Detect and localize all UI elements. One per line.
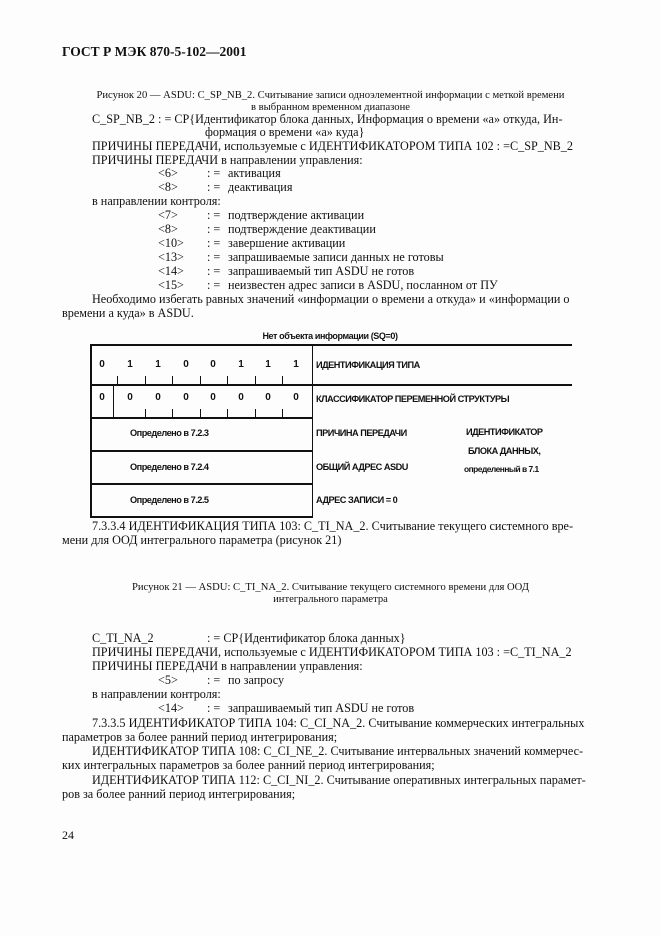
figure-20-caption bbox=[62, 90, 599, 114]
page-header: ГОСТ Р МЭК 870-5-102—2001 bbox=[62, 44, 247, 59]
figure-21-caption-line2: интегрального параметра bbox=[273, 594, 388, 605]
vsq-label: КЛАССИФИКАТОР ПЕРЕМЕННОЙ СТРУКТУРЫ bbox=[316, 394, 510, 404]
table-row-line bbox=[90, 417, 313, 419]
ti-na-control-code: <5> bbox=[158, 673, 178, 687]
section-7335-p1-line1: 7.3.3.5 ИДЕНТИФИКАТОР ТИПА 104: C_CI_NA_2. Считывание коммерческих интегральных bbox=[92, 716, 585, 730]
section-7334-line1: 7.3.3.4 ИДЕНТИФИКАЦИЯ ТИПА 103: C_TI_NA_2. Считывание текущего системного вре- bbox=[92, 519, 574, 533]
cot-label: ПРИЧИНА ПЕРЕДАЧИ bbox=[316, 428, 407, 438]
sp-nb-control-code: <8> bbox=[158, 180, 178, 194]
bit-tick bbox=[282, 376, 283, 384]
sp-nb-monitor-text: запрашиваемый тип ASDU не готов bbox=[228, 264, 415, 278]
data-block-id-line3: определенный в 7.1 bbox=[464, 464, 539, 474]
type-id-bit: 1 bbox=[155, 359, 161, 370]
sp-nb-monitor-sep: : = bbox=[207, 264, 221, 278]
record-address-definition: Определено в 7.2.5 bbox=[130, 495, 209, 505]
sp-nb-definition-line2: формация о времени «а» куда} bbox=[205, 125, 365, 139]
table-border-top bbox=[90, 344, 572, 346]
sp-nb-monitor-sep: : = bbox=[207, 236, 221, 250]
figure-21-caption-line1: Рисунок 21 — ASDU: C_TI_NA_2. Считывание текущего системного времени для ООД bbox=[131, 582, 530, 593]
table-title: Нет объекта информации (SQ=0) bbox=[262, 331, 398, 341]
table-border-mid bbox=[312, 344, 313, 518]
asdu-table bbox=[90, 344, 572, 518]
table-row-line bbox=[90, 450, 313, 452]
type-id-bit: 0 bbox=[210, 359, 216, 370]
data-block-id-line2: БЛОКА ДАННЫХ, bbox=[468, 446, 541, 456]
bit-tick bbox=[117, 376, 118, 384]
sp-nb-monitor-text: подтверждение активации bbox=[228, 208, 365, 222]
sp-nb-control-label: ПРИЧИНЫ ПЕРЕДАЧИ в направлении управления: bbox=[92, 153, 363, 167]
section-7335-p2-line1: ИДЕНТИФИКАТОР ТИПА 108: C_CI_NE_2. Считывание интервальных значений коммерчес- bbox=[92, 744, 584, 758]
page-number: 24 bbox=[62, 828, 74, 842]
sp-nb-note-line1: Необходимо избегать равных значений «информации о времени а откуда» и «информации о bbox=[92, 292, 570, 306]
sp-nb-monitor-code: <7> bbox=[158, 208, 178, 222]
type-id-bit: 1 bbox=[265, 359, 271, 370]
bit-tick bbox=[200, 409, 201, 417]
sp-nb-control-code: <6> bbox=[158, 166, 178, 180]
ti-na-def-name: C_TI_NA_2 bbox=[92, 631, 154, 645]
sp-nb-monitor-sep: : = bbox=[207, 278, 221, 292]
vsq-bit: 0 bbox=[293, 392, 299, 403]
sp-nb-monitor-text: запрашиваемые записи данных не готовы bbox=[228, 250, 444, 264]
sp-nb-monitor-text: подтверждение деактивации bbox=[228, 222, 376, 236]
table-bit-divider bbox=[113, 385, 114, 418]
ti-na-monitor-sep: : = bbox=[207, 701, 221, 715]
sp-nb-definition-line1: C_SP_NB_2 : = CP{Идентификатор блока данных, Информация о времени «а» откуда, Ин- bbox=[92, 112, 563, 126]
section-7335-p1-line2: параметров за более ранний период интегрирования; bbox=[62, 730, 338, 744]
bit-tick bbox=[255, 409, 256, 417]
table-row-line bbox=[90, 384, 572, 386]
sp-nb-causes-line: ПРИЧИНЫ ПЕРЕДАЧИ, используемые с ИДЕНТИФИКАТОРОМ ТИПА 102 : =C_SP_NB_2 bbox=[92, 139, 573, 153]
sp-nb-control-sep: : = bbox=[207, 180, 221, 194]
sp-nb-note-line2: времени а куда» в ASDU. bbox=[62, 306, 194, 320]
vsq-bit: 0 bbox=[127, 392, 133, 403]
cot-definition: Определено в 7.2.3 bbox=[130, 428, 209, 438]
vsq-bit: 0 bbox=[238, 392, 244, 403]
type-id-bit: 0 bbox=[99, 359, 105, 370]
bit-tick bbox=[145, 376, 146, 384]
sp-nb-monitor-text: завершение активации bbox=[228, 236, 346, 250]
sp-nb-monitor-sep: : = bbox=[207, 222, 221, 236]
bit-tick bbox=[145, 409, 146, 417]
common-address-label: ОБЩИЙ АДРЕС ASDU bbox=[316, 462, 408, 472]
section-7335-p3-line2: ров за более ранний период интегрирования; bbox=[62, 787, 296, 801]
sp-nb-monitor-code: <14> bbox=[158, 264, 184, 278]
bit-tick bbox=[255, 376, 256, 384]
sp-nb-monitor-text: неизвестен адрес записи в ASDU, посланном от ПУ bbox=[228, 278, 498, 292]
bit-tick bbox=[227, 376, 228, 384]
type-id-bit: 1 bbox=[293, 359, 299, 370]
vsq-bit: 0 bbox=[210, 392, 216, 403]
section-7335-p2-line2: ких интегральных параметров за более ранний период интегрирования; bbox=[62, 758, 435, 772]
type-id-bit: 1 bbox=[238, 359, 244, 370]
ti-na-monitor-code: <14> bbox=[158, 701, 184, 715]
sp-nb-control-sep: : = bbox=[207, 166, 221, 180]
sp-nb-monitor-code: <10> bbox=[158, 236, 184, 250]
bit-tick bbox=[227, 409, 228, 417]
vsq-bit: 0 bbox=[183, 392, 189, 403]
bit-tick bbox=[200, 376, 201, 384]
sp-nb-monitor-label: в направлении контроля: bbox=[92, 194, 221, 208]
table-row-line bbox=[90, 483, 313, 485]
type-id-bit: 1 bbox=[127, 359, 133, 370]
table-border-left bbox=[90, 344, 92, 518]
vsq-bit: 0 bbox=[155, 392, 161, 403]
ti-na-def-rest: : = CP{Идентификатор блока данных} bbox=[207, 631, 406, 645]
record-address-label: АДРЕС ЗАПИСИ = 0 bbox=[316, 495, 398, 505]
ti-na-monitor-label: в направлении контроля: bbox=[92, 687, 221, 701]
sp-nb-monitor-sep: : = bbox=[207, 208, 221, 222]
ti-na-monitor-text: запрашиваемый тип ASDU не готов bbox=[228, 701, 415, 715]
figure-20-caption-line2: в выбранном временном диапазоне bbox=[251, 102, 410, 113]
type-id-bit: 0 bbox=[183, 359, 189, 370]
sp-nb-control-text: деактивация bbox=[228, 180, 293, 194]
section-7335-p3-line1: ИДЕНТИФИКАТОР ТИПА 112: C_CI_NI_2. Считывание оперативных интегральных парамет- bbox=[92, 773, 586, 787]
sp-nb-monitor-code: <8> bbox=[158, 222, 178, 236]
vsq-bit: 0 bbox=[265, 392, 271, 403]
ti-na-control-text: по запросу bbox=[228, 673, 285, 687]
table-border-bottom bbox=[90, 516, 313, 518]
ti-na-control-label: ПРИЧИНЫ ПЕРЕДАЧИ в направлении управления: bbox=[92, 659, 363, 673]
bit-tick bbox=[172, 409, 173, 417]
type-id-label: ИДЕНТИФИКАЦИЯ ТИПА bbox=[316, 360, 420, 370]
sp-nb-control-text: активация bbox=[228, 166, 281, 180]
data-block-id-line1: ИДЕНТИФИКАТОР bbox=[466, 427, 543, 437]
figure-21-caption bbox=[62, 582, 599, 606]
ti-na-control-sep: : = bbox=[207, 673, 221, 687]
sp-nb-monitor-code: <13> bbox=[158, 250, 184, 264]
section-7334-line2: мени для ООД интегрального параметра (рисунок 21) bbox=[62, 533, 342, 547]
figure-20-caption-line1: Рисунок 20 — ASDU: C_SP_NB_2. Считывание записи одноэлементной информации с меткой времени bbox=[96, 90, 565, 101]
bit-tick bbox=[172, 376, 173, 384]
vsq-bit: 0 bbox=[99, 392, 105, 403]
common-address-definition: Определено в 7.2.4 bbox=[130, 462, 209, 472]
ti-na-causes-line: ПРИЧИНЫ ПЕРЕДАЧИ, используемые с ИДЕНТИФИКАТОРОМ ТИПА 103 : =C_TI_NA_2 bbox=[92, 645, 572, 659]
sp-nb-monitor-code: <15> bbox=[158, 278, 184, 292]
sp-nb-monitor-sep: : = bbox=[207, 250, 221, 264]
bit-tick bbox=[282, 409, 283, 417]
